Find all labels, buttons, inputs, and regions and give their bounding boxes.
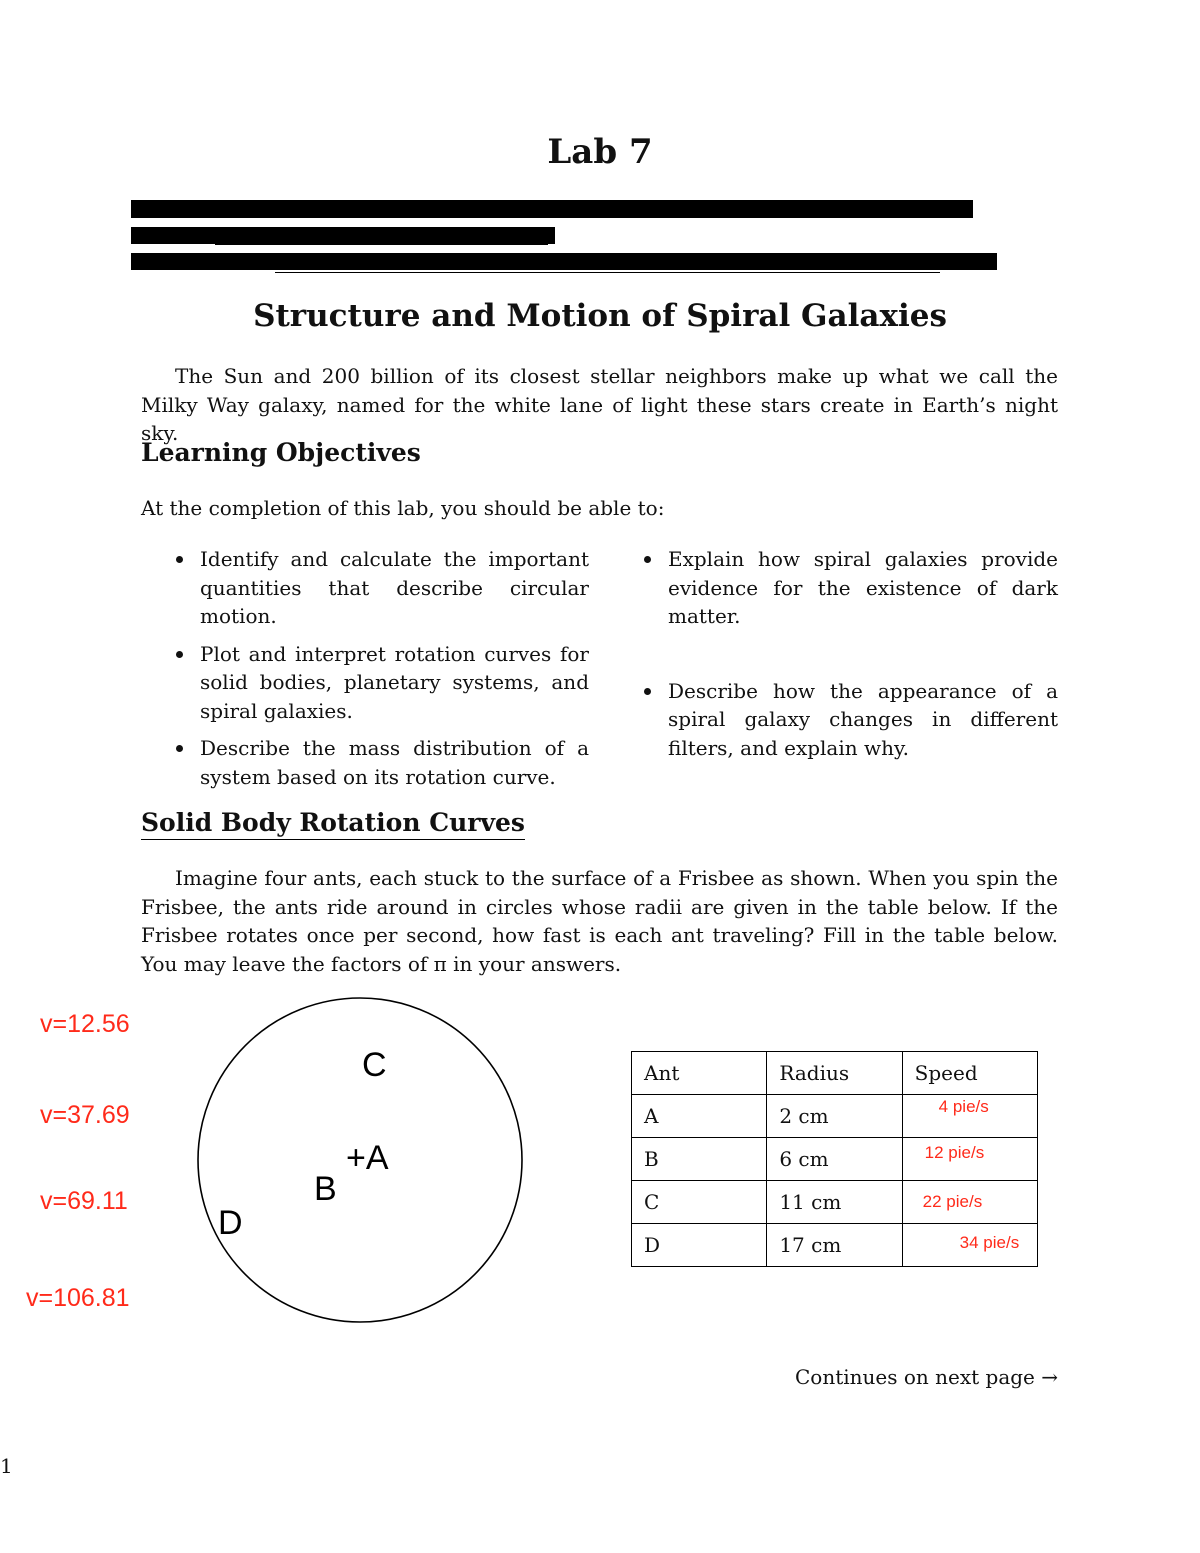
continues-note: Continues on next page → xyxy=(794,1365,1058,1389)
table-row xyxy=(632,1095,1038,1138)
name-underline xyxy=(207,216,542,217)
ant-label-b: B xyxy=(314,1170,337,1208)
ant-label-d: D xyxy=(218,1204,243,1242)
cell-ant: B xyxy=(632,1138,767,1181)
cell-speed[interactable] xyxy=(902,1138,1037,1181)
objectives-heading: Learning Objectives xyxy=(141,438,421,467)
page-number: 1 xyxy=(0,1454,13,1478)
list-item: Explain how spiral galaxies provide evidence for the existence of dark matter. xyxy=(640,545,1058,631)
redaction-bar xyxy=(131,227,555,244)
partners-underline xyxy=(275,272,940,273)
cell-speed[interactable] xyxy=(902,1095,1037,1138)
cell-radius: 11 cm xyxy=(767,1181,902,1224)
handwritten-speed: 4 pie/s xyxy=(938,1097,989,1116)
cell-ant: A xyxy=(632,1095,767,1138)
bullet-icon xyxy=(644,688,651,695)
handwritten-velocity: v=37.69 xyxy=(40,1101,130,1129)
handwritten-velocity: v=106.81 xyxy=(26,1284,130,1312)
handwritten-velocity: v=12.56 xyxy=(40,1010,130,1038)
section-underline xyxy=(595,216,925,217)
objectives-right-list xyxy=(640,545,1058,771)
handwritten-speed: 22 pie/s xyxy=(922,1192,983,1211)
list-item: Describe the mass distribution of a system based on its rotation curve. xyxy=(172,734,589,791)
table-header-row xyxy=(632,1052,1038,1095)
ant-label-c: C xyxy=(362,1046,387,1084)
cell-radius: 2 cm xyxy=(767,1095,902,1138)
date-underline xyxy=(215,244,548,245)
solid-body-heading: Solid Body Rotation Curves xyxy=(141,808,525,840)
handwritten-speed: 12 pie/s xyxy=(924,1143,985,1162)
ant-label-a: +A xyxy=(346,1139,389,1177)
lab-title: Lab 7 xyxy=(547,132,653,172)
header-speed: Speed xyxy=(902,1052,1037,1095)
cell-radius: 17 cm xyxy=(767,1224,902,1267)
list-item: Plot and interpret rotation curves for solid bodies, planetary systems, and spiral galaxies. xyxy=(172,640,589,726)
table-row xyxy=(632,1181,1038,1224)
solid-body-paragraph xyxy=(141,864,1058,978)
cell-ant: C xyxy=(632,1181,767,1224)
table-row xyxy=(632,1224,1038,1267)
bullet-icon xyxy=(644,556,651,563)
handwritten-velocity: v=69.11 xyxy=(40,1187,128,1215)
cell-speed[interactable] xyxy=(902,1224,1037,1267)
list-item: Describe how the appearance of a spiral galaxy changes in different filters, and explain why. xyxy=(640,677,1058,763)
bullet-icon xyxy=(176,651,183,658)
objectives-left-list xyxy=(172,545,589,800)
cell-ant: D xyxy=(632,1224,767,1267)
header-ant: Ant xyxy=(632,1052,767,1095)
handwritten-speed: 34 pie/s xyxy=(959,1233,1020,1252)
bullet-icon xyxy=(176,745,183,752)
bullet-icon xyxy=(176,556,183,563)
list-item: Identify and calculate the important quantities that describe circular motion. xyxy=(172,545,589,631)
table-row xyxy=(632,1138,1038,1181)
header-radius: Radius xyxy=(767,1052,902,1095)
cell-speed[interactable] xyxy=(902,1181,1037,1224)
redaction-bar xyxy=(131,253,997,270)
objectives-lead: At the completion of this lab, you should be able to: xyxy=(141,496,665,520)
intro-paragraph xyxy=(141,362,1058,448)
document-title: Structure and Motion of Spiral Galaxies xyxy=(253,298,947,334)
ant-speed-table xyxy=(631,1051,1038,1267)
solid-body-text: Imagine four ants, each stuck to the surface of a Frisbee as shown. When you spin the Frisbee, the ants ride around in circles whose radii are given in the table below. If the Frisbee rotates once per second, how fast is each ant traveling? Fill in the table below. You may leave the factors of π in your answers. xyxy=(141,866,1058,976)
intro-text: The Sun and 200 billion of its closest stellar neighbors make up what we call the Milky Way galaxy, named for the white lane of light these stars create in Earth’s night sky. xyxy=(141,364,1058,445)
cell-radius: 6 cm xyxy=(767,1138,902,1181)
